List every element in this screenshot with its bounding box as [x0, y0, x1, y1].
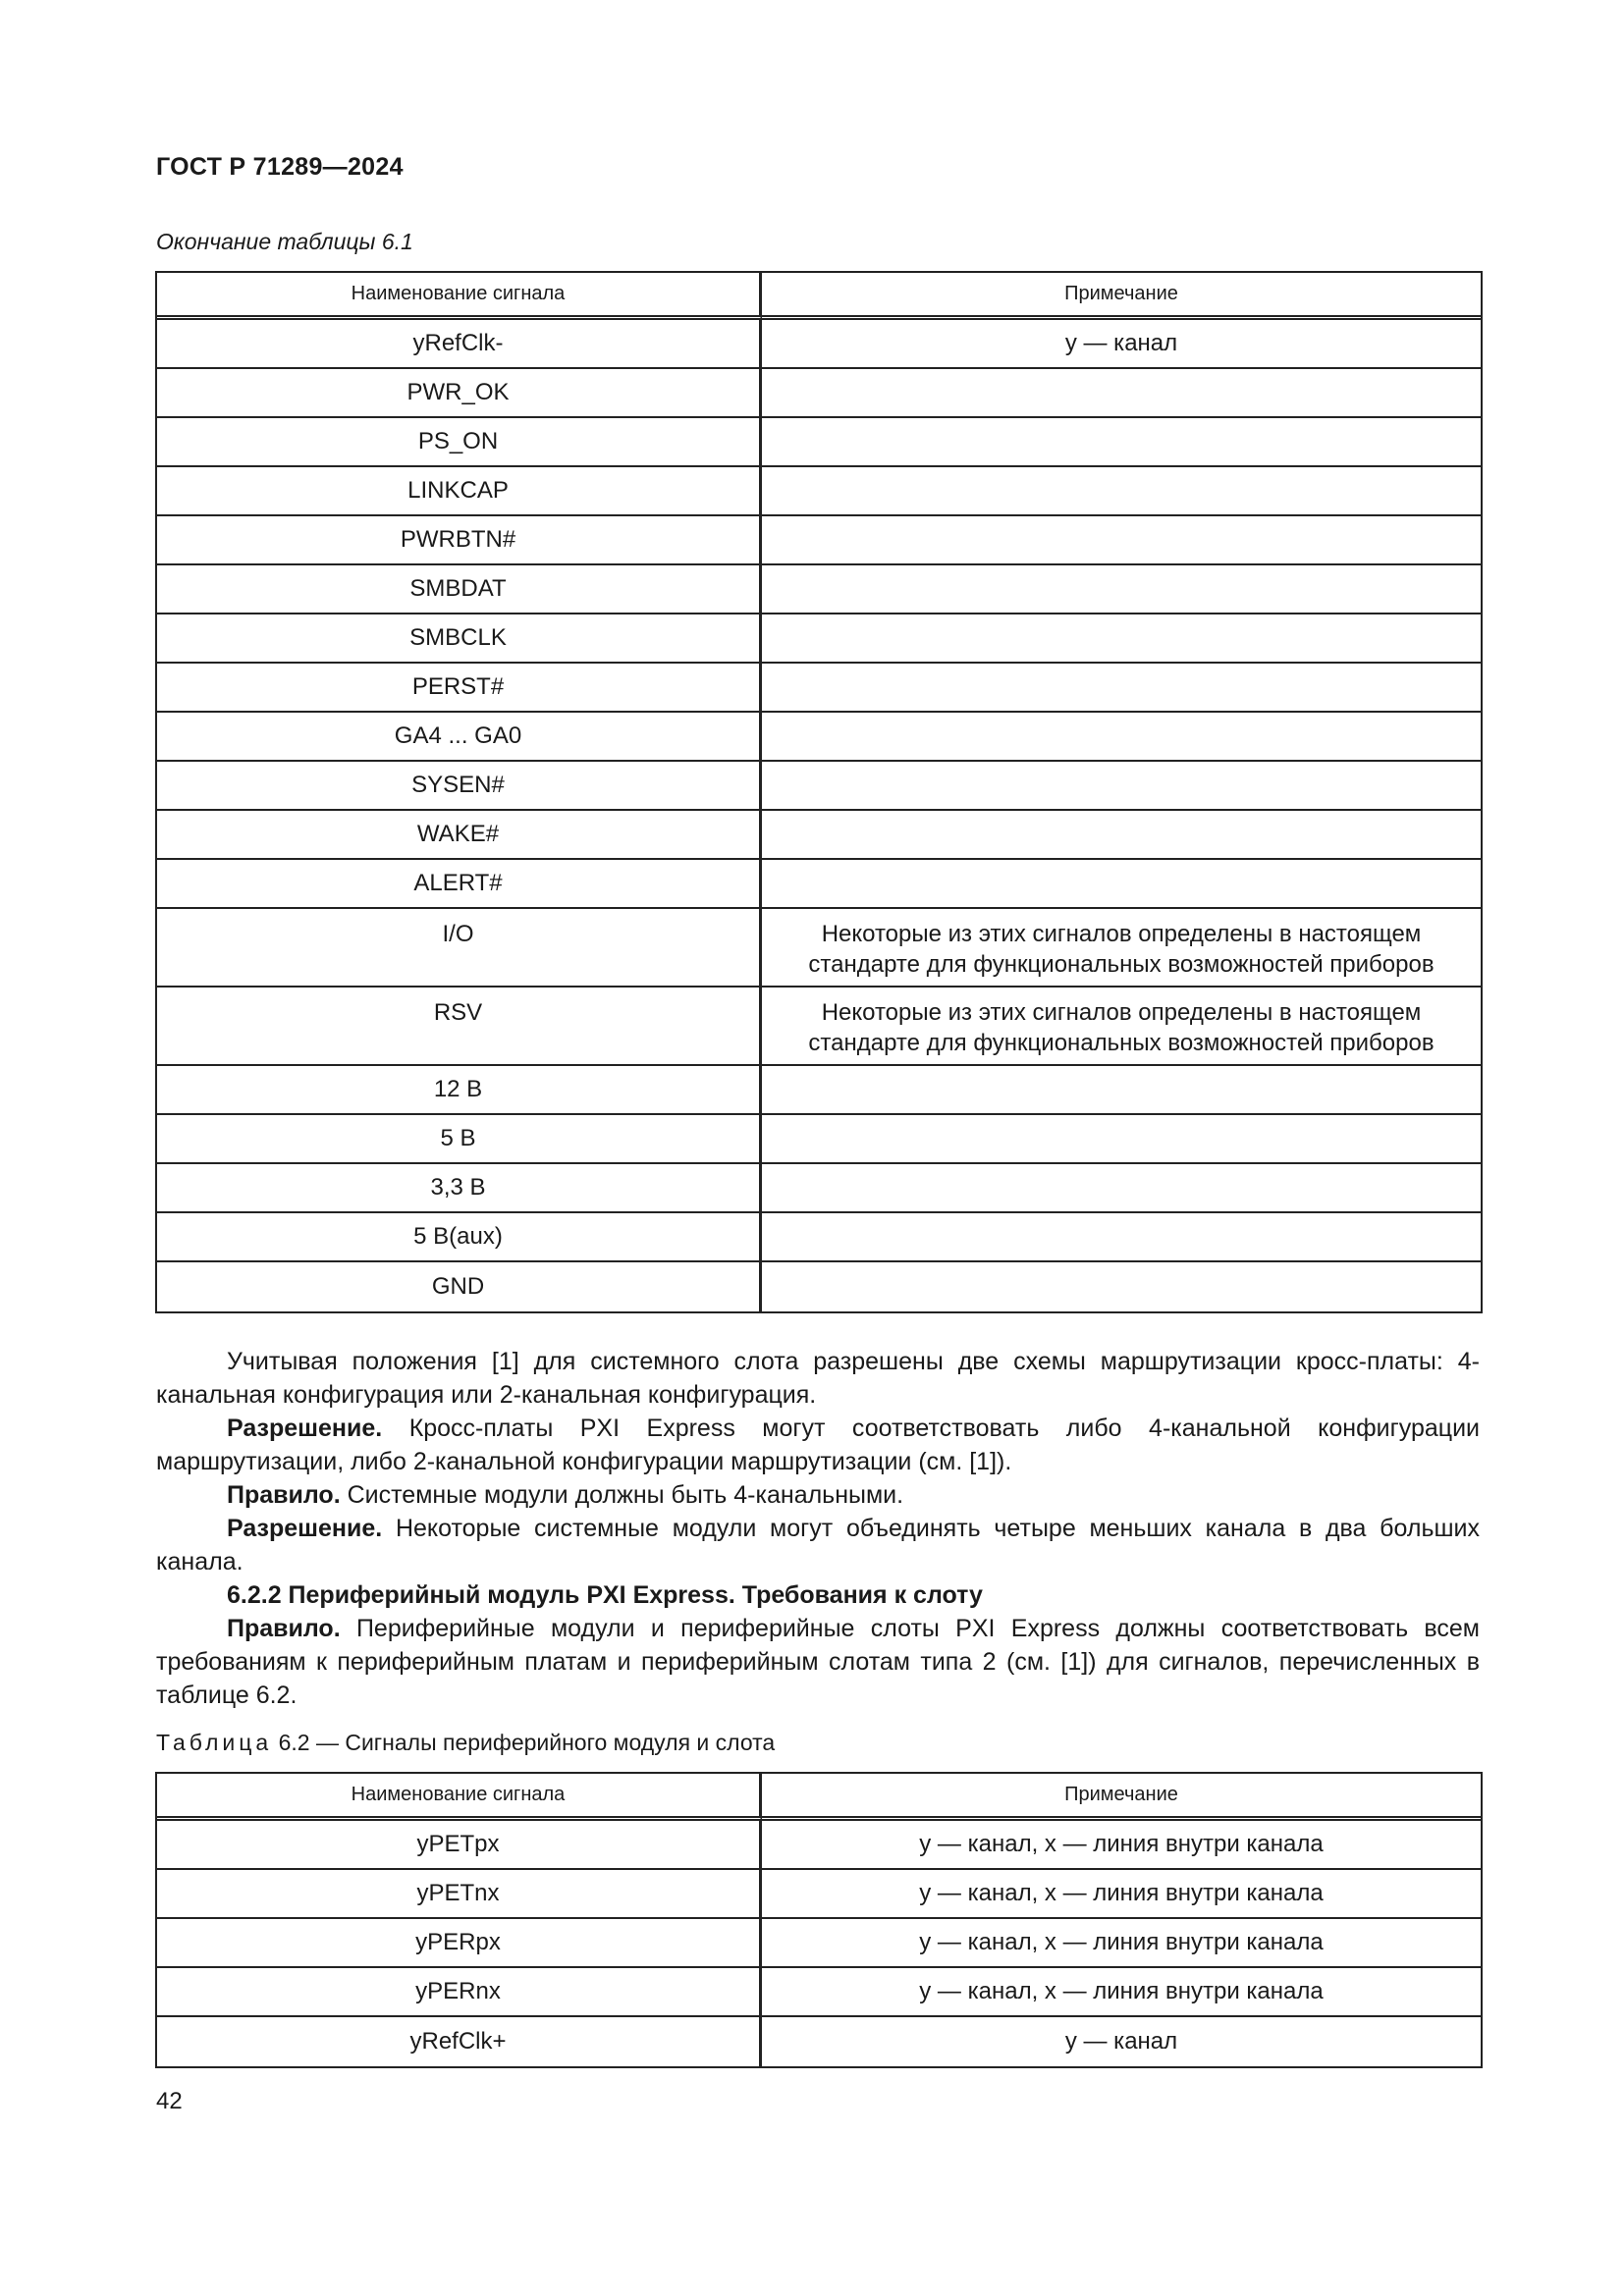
note-cell: y — канал	[1064, 2028, 1178, 2055]
signal-name-cell: 5 В(aux)	[157, 1213, 762, 1262]
signal-name-cell: PERST#	[157, 664, 762, 713]
signal-name-cell: SMBDAT	[157, 565, 762, 614]
table-row	[157, 1164, 1481, 1213]
signals-table-6-2	[155, 1772, 1483, 2068]
permission-text: Некоторые системные модули могут объединять четыре меньших канала в два больших канала.	[156, 1515, 1480, 1575]
note-cell	[762, 516, 1481, 565]
signal-name-cell: SYSEN#	[157, 762, 762, 811]
paragraph-rule-peripheral-modules	[156, 1612, 1480, 1712]
signal-name-cell: 3,3 В	[157, 1164, 762, 1213]
table-row	[157, 1066, 1481, 1115]
table-row	[157, 1968, 1481, 2017]
note-cell	[762, 565, 1481, 614]
signal-name-cell: yPETpx	[157, 1821, 762, 1870]
table-row	[157, 369, 1481, 418]
table-header-row	[157, 273, 1481, 320]
note-cell	[762, 1066, 1481, 1115]
signal-name-cell: PWRBTN#	[157, 516, 762, 565]
paragraph-rule-system-modules	[156, 1478, 1480, 1512]
signal-name-cell: GA4 ... GA0	[157, 713, 762, 762]
column-header-signal-name: Наименование сигнала	[157, 273, 762, 320]
table-row	[157, 1919, 1481, 1968]
table-row	[157, 762, 1481, 811]
table-row	[157, 1821, 1481, 1870]
table-row	[157, 811, 1481, 860]
note-cell: y — канал, x — линия внутри канала	[762, 1968, 1481, 2017]
table-row	[157, 467, 1481, 516]
table-continuation-caption: Окончание таблицы 6.1	[156, 229, 413, 254]
table-row	[157, 909, 1481, 988]
column-header-note: Примечание	[762, 273, 1481, 320]
note-cell	[762, 664, 1481, 713]
table-row	[157, 988, 1481, 1066]
table-row	[157, 1115, 1481, 1164]
signal-name-cell: yRefClk-	[157, 320, 762, 369]
note-cell	[762, 811, 1481, 860]
table-header-row	[157, 1774, 1481, 1821]
section-heading-6-2-2: 6.2.2 Периферийный модуль PXI Express. Требования к слоту	[227, 1581, 983, 1609]
signal-name-cell: I/O	[157, 909, 762, 988]
permission-label: Разрешение.	[227, 1515, 383, 1542]
table-row	[157, 320, 1481, 369]
note-cell	[762, 369, 1481, 418]
signal-name-cell: yPERnx	[157, 1968, 762, 2017]
paragraph-permission-backplane	[156, 1412, 1480, 1478]
note-cell: y — канал, x — линия внутри канала	[762, 1821, 1481, 1870]
table-row	[157, 418, 1481, 467]
signal-name-cell: LINKCAP	[157, 467, 762, 516]
table-row	[157, 713, 1481, 762]
column-header-note: Примечание	[762, 1774, 1481, 1821]
paragraph-routing-schemes: Учитывая положения [1] для системного слота разрешены две схемы маршрутизации кросс-платы: 4-канальная конфигурация или 2-канальная конфигурация.	[156, 1348, 1480, 1409]
note-cell	[762, 860, 1481, 909]
note-cell: Некоторые из этих сигналов определены в настоящем стандарте для функциональных возможностей приборов	[762, 988, 1481, 1066]
note-cell	[762, 418, 1481, 467]
note-cell	[762, 1115, 1481, 1164]
table-row	[157, 1213, 1481, 1262]
note-cell	[762, 614, 1481, 664]
paragraph-permission-combine-channels	[156, 1512, 1480, 1578]
rule-text: Системные модули должны быть 4-канальными.	[340, 1481, 904, 1509]
table-row	[157, 860, 1481, 909]
table-row	[157, 2017, 1481, 2066]
note-cell: y — канал, x — линия внутри канала	[762, 1919, 1481, 1968]
signal-name-cell: PWR_OK	[157, 369, 762, 418]
signal-name-cell: yRefClk+	[157, 2017, 762, 2066]
rule-label: Правило.	[227, 1615, 341, 1642]
signal-name-cell: RSV	[157, 988, 762, 1066]
page-number: 42	[156, 2088, 183, 2114]
table-6-2-caption	[156, 1730, 775, 1756]
note-cell	[762, 1164, 1481, 1213]
signal-name-cell: yPERpx	[157, 1919, 762, 1968]
signal-name-cell: 12 В	[157, 1066, 762, 1115]
note-cell	[762, 762, 1481, 811]
note-cell: y — канал	[762, 320, 1481, 369]
rule-label: Правило.	[227, 1481, 341, 1509]
signal-name-cell: WAKE#	[157, 811, 762, 860]
signal-name-cell: 5 В	[157, 1115, 762, 1164]
signal-name-cell: ALERT#	[157, 860, 762, 909]
signals-table-6-1	[155, 271, 1483, 1313]
permission-label: Разрешение.	[227, 1415, 383, 1442]
signal-name-cell: yPETnx	[157, 1870, 762, 1919]
rule-text: Периферийные модули и периферийные слоты PXI Express должны соответствовать всем требованиям к периферийным платам и периферийным слотам типа 2 (см. [1]) для сигналов, перечисленных в таблице 6.2.	[156, 1615, 1480, 1709]
note-cell	[762, 713, 1481, 762]
note-cell: Некоторые из этих сигналов определены в настоящем стандарте для функциональных возможностей приборов	[762, 909, 1481, 988]
table-caption-label: Таблица	[156, 1730, 273, 1755]
note-cell: y — канал, x — линия внутри канала	[762, 1870, 1481, 1919]
note-cell	[762, 467, 1481, 516]
table-row	[157, 1870, 1481, 1919]
signal-name-cell: SMBCLK	[157, 614, 762, 664]
table-row	[157, 516, 1481, 565]
signal-name-cell: PS_ON	[157, 418, 762, 467]
note-cell	[762, 1262, 1481, 1311]
document-header: ГОСТ Р 71289—2024	[156, 153, 404, 181]
note-cell	[762, 1213, 1481, 1262]
table-row	[157, 1262, 1481, 1311]
column-header-signal-name: Наименование сигнала	[157, 1774, 762, 1821]
table-row	[157, 664, 1481, 713]
table-caption-text: 6.2 — Сигналы периферийного модуля и слота	[272, 1730, 776, 1755]
table-row	[157, 614, 1481, 664]
permission-text: Кросс-платы PXI Express могут соответствовать либо 4-канальной конфигурации маршрутизации, либо 2-канальной конфигурации маршрутизации (см. [1]).	[156, 1415, 1480, 1475]
table-row	[157, 565, 1481, 614]
signal-name-cell: GND	[157, 1262, 762, 1311]
